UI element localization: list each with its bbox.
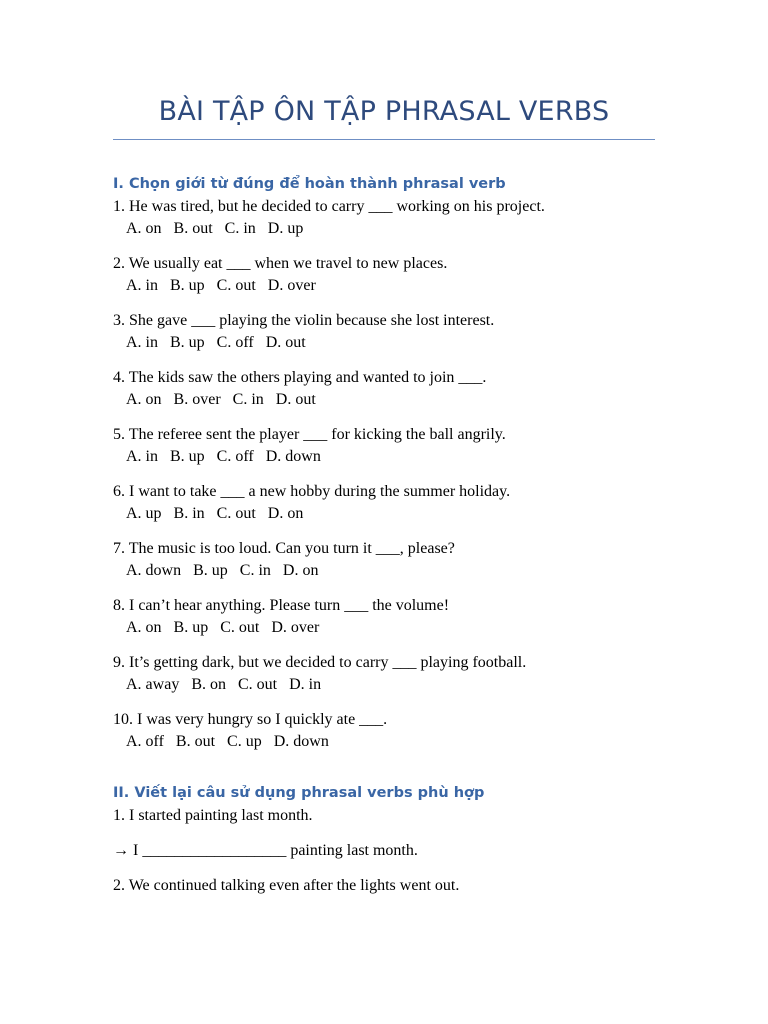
- question-item: [113, 310, 673, 354]
- question-options: A. up B. in C. out D. on: [126, 505, 304, 522]
- question-item: [113, 595, 673, 639]
- section-2-heading: II. Viết lại câu sử dụng phrasal verbs phù hợp: [113, 785, 485, 801]
- section-2: [113, 781, 673, 897]
- question-text: 10. I was very hungry so I quickly ate ___.: [113, 711, 388, 728]
- rewrite-prompt: 2. We continued talking even after the lights went out.: [113, 877, 460, 894]
- question-item: [113, 424, 673, 468]
- rewrite-prompt: 1. I started painting last month.: [113, 807, 313, 824]
- question-options: A. on B. up C. out D. over: [126, 619, 320, 636]
- question-options: A. away B. on C. out D. in: [126, 676, 322, 693]
- question-item: [113, 196, 673, 240]
- question-text: 8. I can’t hear anything. Please turn ___ the volume!: [113, 597, 450, 614]
- question-text: 6. I want to take ___ a new hobby during the summer holiday.: [113, 483, 511, 500]
- question-options: A. on B. over C. in D. out: [126, 391, 316, 408]
- question-text: 2. We usually eat ___ when we travel to new places.: [113, 255, 448, 272]
- question-text: 3. She gave ___ playing the violin because she lost interest.: [113, 312, 495, 329]
- document-title: BÀI TẬP ÔN TẬP PHRASAL VERBS: [158, 96, 610, 127]
- question-text: 1. He was tired, but he decided to carry ___ working on his project.: [113, 198, 545, 215]
- question-text: 7. The music is too loud. Can you turn it ___, please?: [113, 540, 455, 557]
- question-item: [113, 709, 673, 753]
- question-item: [113, 367, 673, 411]
- question-options: A. in B. up C. off D. down: [126, 448, 321, 465]
- question-text: 5. The referee sent the player ___ for kicking the ball angrily.: [113, 426, 506, 443]
- title-underline: [113, 139, 655, 140]
- question-item: [113, 481, 673, 525]
- question-item: [113, 652, 673, 696]
- question-options: A. down B. up C. in D. on: [126, 562, 319, 579]
- question-options: A. on B. out C. in D. up: [126, 220, 304, 237]
- question-options: A. in B. up C. off D. out: [126, 334, 306, 351]
- question-item: [113, 538, 673, 582]
- question-text: 9. It’s getting dark, but we decided to carry ___ playing football.: [113, 654, 527, 671]
- question-text: 4. The kids saw the others playing and wanted to join ___.: [113, 369, 487, 386]
- question-options: A. in B. up C. out D. over: [126, 277, 316, 294]
- section-1-heading: I. Chọn giới từ đúng để hoàn thành phrasal verb: [113, 176, 506, 192]
- question-options: A. off B. out C. up D. down: [126, 733, 329, 750]
- question-item: [113, 253, 673, 297]
- rewrite-answer-line: → I __________________ painting last month.: [113, 842, 418, 859]
- document-content: [113, 172, 673, 910]
